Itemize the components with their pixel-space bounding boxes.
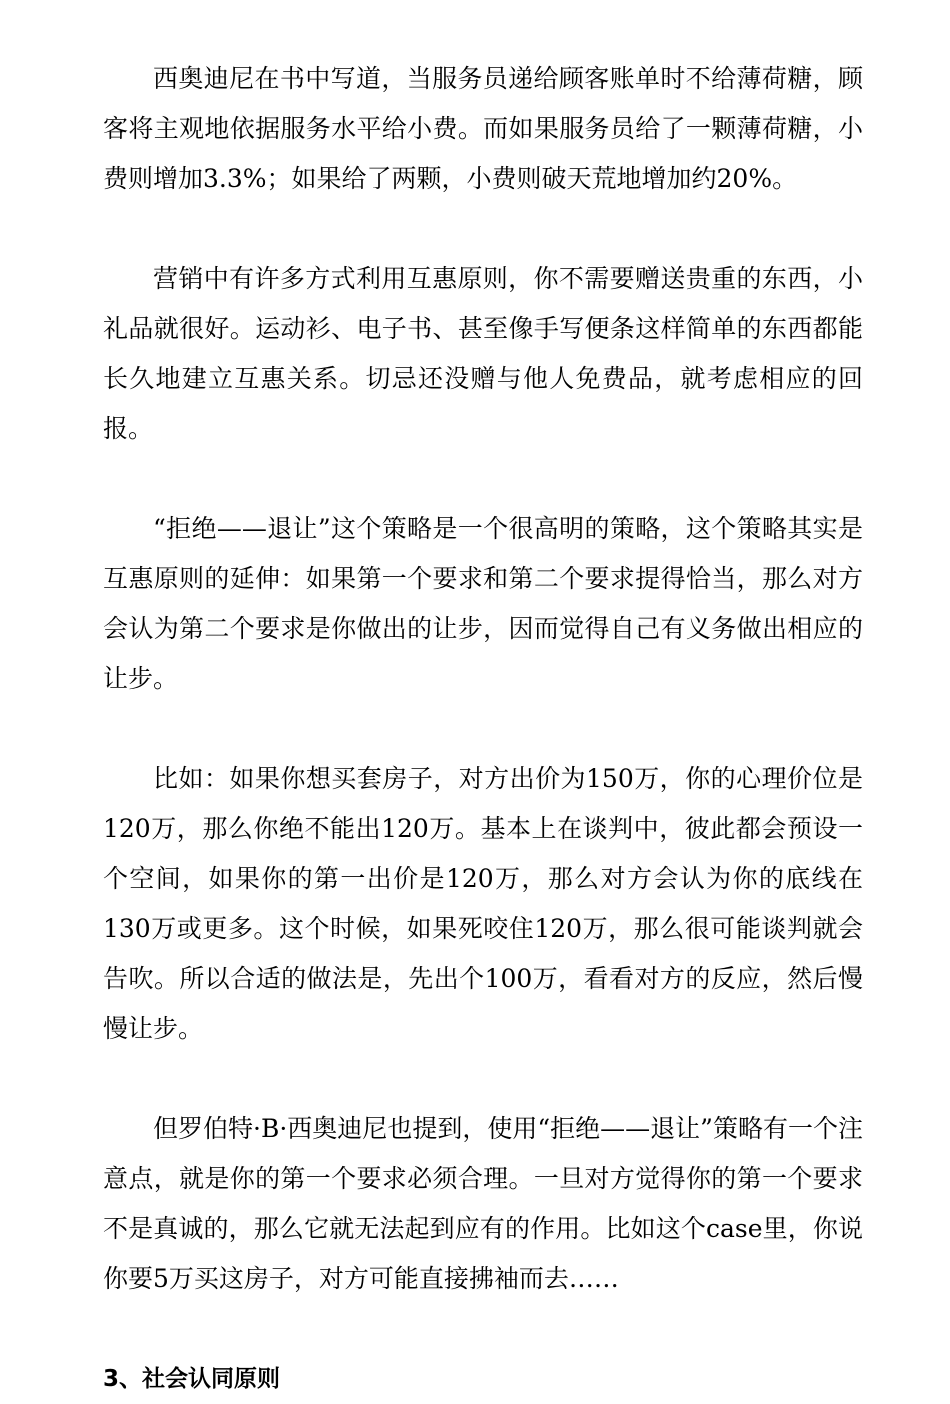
section-heading: 3、社会认同原则 [103,1366,281,1392]
paragraph-house-example: 比如：如果你想买套房子，对方出价为150万，你的心理价位是120万，那么你绝不能出120万。基本上在谈判中，彼此都会预设一个空间，如果你的第一出价是120万，那么对方会认为你的底线在130万或更多。这个时候，如果死咬住120万，那么很可能谈判就会告吹。所以合适的做法是，先出个100万，看看对方的反应，然后慢慢让步。 [103,764,863,1043]
paragraph-reciprocity-marketing: 营销中有许多方式利用互惠原则，你不需要赠送贵重的东西，小礼品就很好。运动衫、电子书、甚至像手写便条这样简单的东西都能长久地建立互惠关系。切忌还没赠与他人免费品，就考虑相应的回报。 [103,264,863,443]
paragraph-rejection-retreat: “拒绝——退让”这个策略是一个很高明的策略，这个策略其实是互惠原则的延伸：如果第一个要求和第二个要求提得恰当，那么对方会认为第二个要求是你做出的让步，因而觉得自己有义务做出相应的让步。 [103,514,863,693]
paragraph-caveat: 但罗伯特·B·西奥迪尼也提到，使用“拒绝——退让”策略有一个注意点，就是你的第一个要求必须合理。一旦对方觉得你的第一个要求不是真诚的，那么它就无法起到应有的作用。比如这个case里，你说你要5万买这房子，对方可能直接拂袖而去…… [103,1114,863,1293]
paragraph-mints-tips: 西奥迪尼在书中写道，当服务员递给顾客账单时不给薄荷糖，顾客将主观地依据服务水平给小费。而如果服务员给了一颗薄荷糖，小费则增加3.3%；如果给了两颗，小费则破天荒地增加约20%。 [103,64,863,193]
document-page [103,54,863,1404]
